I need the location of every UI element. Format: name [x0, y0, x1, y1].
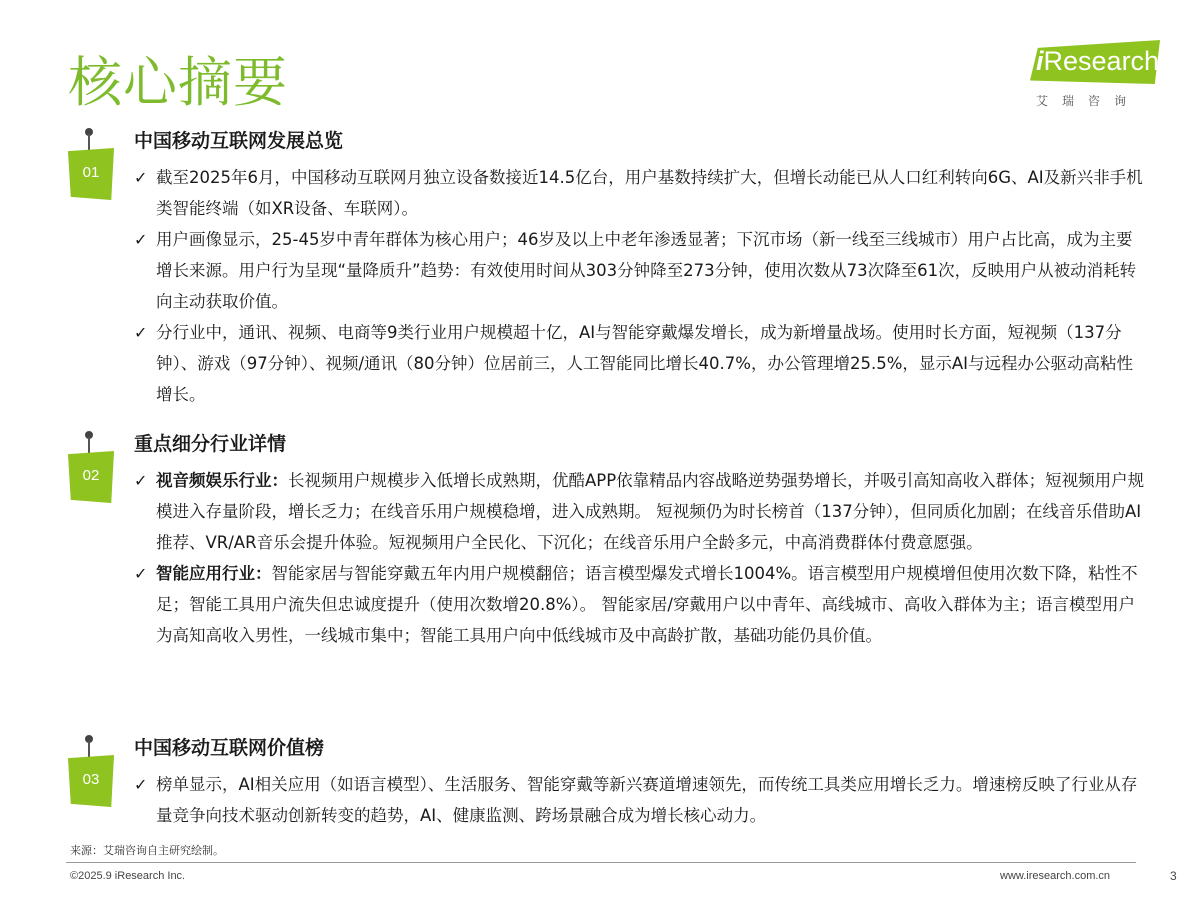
list-item — [134, 162, 1146, 224]
section-number: 02 — [82, 467, 100, 484]
list-item — [134, 558, 1146, 651]
logo-wordmark — [1036, 43, 1159, 79]
pin-stick — [88, 134, 90, 150]
logo-chinese-name: 艾瑞咨询 — [1036, 94, 1141, 108]
page-number: 3 — [1170, 869, 1177, 883]
pin-stick — [88, 437, 90, 453]
bullet-list — [134, 769, 1146, 831]
check-icon: ✓ — [134, 230, 148, 249]
section-number: 03 — [82, 771, 100, 788]
item-text: 截至2025年6月，中国移动互联网月独立设备数接近14.5亿台，用户基数持续扩大，但增长动能已从人口红利转向6G、AI及新兴非手机类智能终端（如XR设备、车联网）。 — [156, 168, 1143, 218]
section-badge — [66, 735, 118, 811]
section-title: 重点细分行业详情 — [134, 433, 287, 455]
check-icon: ✓ — [134, 471, 148, 490]
logo-i-letter: i — [1036, 46, 1044, 76]
item-text: 分行业中，通讯、视频、电商等9类行业用户规模超十亿，AI与智能穿戴爆发增长，成为新增量战场。使用时长方面，短视频（137分钟）、游戏（97分钟）、视频/通讯（80分钟）位居前三，人工智能同比增长40.7%，办公管理增25.5%，显示AI与远程办公驱动高粘性增长。 — [156, 323, 1134, 404]
bullet-list — [134, 162, 1146, 410]
website-link[interactable]: www.iresearch.com.cn — [1000, 870, 1111, 882]
item-text: 智能家居与智能穿戴五年内用户规模翻倍；语言模型爆发式增长1004%。语言模型用户规模增但使用次数下降，粘性不足；智能工具用户流失但忠诚度提升（使用次数增20.8%）。 智能家居/穿戴用户以中青年、高线城市、高收入群体为主；语言模型用户为高知高收入男性，一线城市集中；智能工具用户向中低线城市及中高龄扩散，基础功能仍具价值。 — [156, 564, 1138, 645]
check-icon: ✓ — [134, 168, 148, 187]
list-item — [134, 317, 1146, 410]
logo-brand-text: Research — [1043, 46, 1160, 76]
copyright: ©2025.9 iResearch Inc. — [70, 870, 186, 882]
pin-stick — [88, 741, 90, 757]
iresearch-logo — [1030, 40, 1166, 112]
item-text: 用户画像显示，25-45岁中青年群体为核心用户；46岁及以上中老年渗透显著；下沉市场（新一线至三线城市）用户占比高，成为主要增长来源。用户行为呈现“量降质升”趋势：有效使用时间从303分钟降至273分钟，使用次数从73次降至61次，反映用户从被动消耗转向主动获取价值。 — [156, 230, 1137, 311]
item-text: 榜单显示，AI相关应用（如语言模型）、生活服务、智能穿戴等新兴赛道增速领先，而传统工具类应用增长乏力。增速榜反映了行业从存量竞争向技术驱动创新转变的趋势，AI、健康监测、跨场景融合成为增长核心动力。 — [156, 775, 1138, 825]
source-note: 来源：艾瑞咨询自主研究绘制。 — [70, 844, 224, 857]
section-title: 中国移动互联网发展总览 — [134, 130, 344, 152]
check-icon: ✓ — [134, 564, 148, 583]
section-badge — [66, 431, 118, 507]
list-item — [134, 224, 1146, 317]
section-badge — [66, 128, 118, 204]
list-item — [134, 769, 1146, 831]
item-lead: 智能应用行业： — [156, 564, 272, 583]
footer-divider — [66, 862, 1136, 863]
section-title: 中国移动互联网价值榜 — [134, 737, 325, 759]
check-icon: ✓ — [134, 775, 148, 794]
bullet-list — [134, 465, 1146, 651]
item-lead: 视音频娱乐行业： — [156, 471, 288, 490]
item-text: 长视频用户规模步入低增长成熟期，优酷APP依靠精品内容战略逆势强势增长，并吸引高知高收入群体；短视频用户规模进入存量阶段，增长乏力；在线音乐用户规模稳增，进入成熟期。 短视频仍为时长榜首（137分钟），但同质化加剧；在线音乐借助AI推荐、VR/AR音乐会提升体验。短视频用户全民化、下沉化；在线音乐用户全龄多元，中高消费群体付费意愿强。 — [156, 471, 1145, 552]
list-item — [134, 465, 1146, 558]
section-number: 01 — [82, 164, 100, 181]
page-title: 核心摘要 — [68, 51, 288, 114]
check-icon: ✓ — [134, 323, 148, 342]
